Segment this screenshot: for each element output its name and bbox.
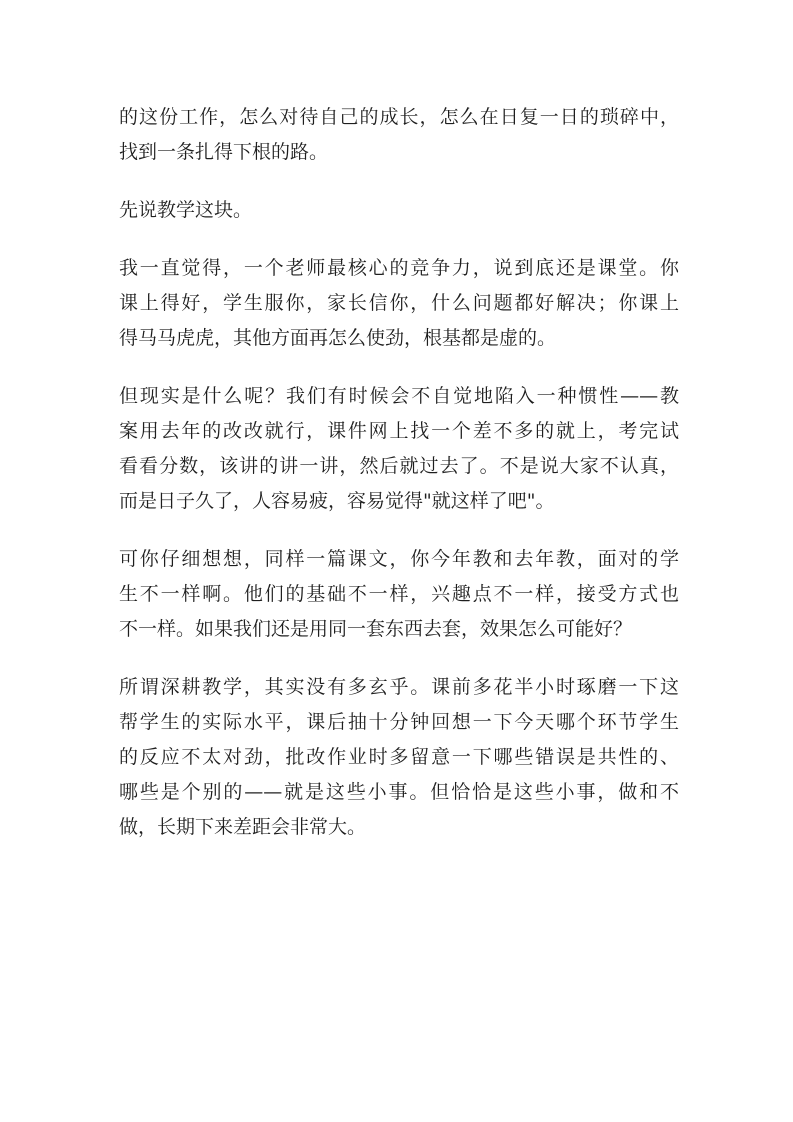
paragraph-1 [119, 100, 679, 170]
text-line: 可你仔细想想，同样一篇课文，你今年教和去年教，面对的学 [119, 548, 679, 570]
text-line: 得马马虎虎，其他方面再怎么使劲，根基都是虚的。 [119, 327, 557, 349]
text-line: 但现实是什么呢？我们有时候会不自觉地陷入一种惯性——教 [119, 385, 679, 407]
paragraph-2 [119, 193, 679, 228]
paragraph-4 [119, 379, 679, 519]
paragraph-5 [119, 542, 679, 647]
text-line: 的反应不太对劲，批改作业时多留意一下哪些错误是共性的、 [119, 746, 679, 768]
text-line: 案用去年的改改就行，课件网上找一个差不多的就上，考完试 [119, 420, 679, 442]
text-line: 而是日子久了，人容易疲，容易觉得"就这样了吧"。 [119, 490, 555, 512]
text-line: 找到一条扎得下根的路。 [119, 141, 329, 163]
document-body [119, 100, 679, 868]
text-line: 先说教学这块。 [119, 199, 253, 221]
text-line: 所谓深耕教学，其实没有多玄乎。课前多花半小时琢磨一下这 [119, 676, 679, 698]
text-line: 的这份工作，怎么对待自己的成长，怎么在日复一日的琐碎中， [119, 106, 679, 128]
paragraph-6 [119, 670, 679, 845]
text-line: 生不一样啊。他们的基础不一样，兴趣点不一样，接受方式也 [119, 583, 679, 605]
text-line: 我一直觉得，一个老师最核心的竞争力，说到底还是课堂。你 [119, 257, 679, 279]
text-line: 看看分数，该讲的讲一讲，然后就过去了。不是说大家不认真， [119, 455, 679, 477]
text-line: 哪些是个别的——就是这些小事。但恰恰是这些小事，做和不 [119, 781, 679, 803]
text-line: 不一样。如果我们还是用同一套东西去套，效果怎么可能好？ [119, 618, 633, 640]
text-line: 帮学生的实际水平，课后抽十分钟回想一下今天哪个环节学生 [119, 711, 679, 733]
text-line: 做，长期下来差距会非常大。 [119, 816, 367, 838]
paragraph-3 [119, 251, 679, 356]
text-line: 课上得好，学生服你，家长信你，什么问题都好解决；你课上 [119, 292, 679, 314]
